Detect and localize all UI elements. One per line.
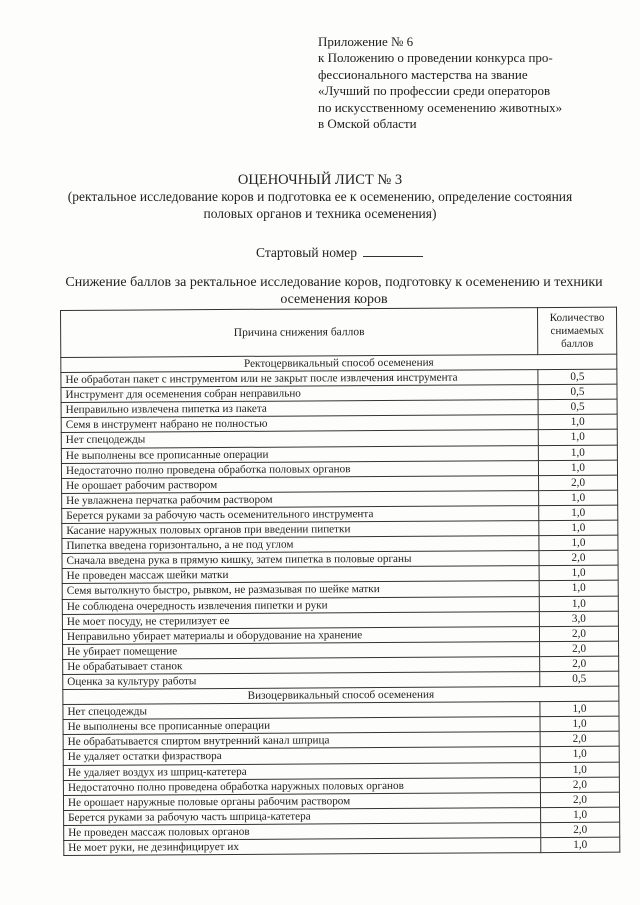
points-cell: 1,0 [539, 596, 618, 612]
appendix-line: к Положению о проведении конкурса про- [318, 50, 553, 66]
points-cell: 1,0 [541, 807, 620, 823]
reason-cell: Не моет посуду, не стерилизует ее [62, 611, 539, 629]
appendix-line: фессионального мастерства на звание [318, 66, 528, 82]
reason-cell: Неправильно убирает материалы и оборудование на хранение [62, 626, 539, 644]
start-number-blank [363, 244, 423, 257]
points-cell: 1,0 [540, 701, 619, 717]
reason-cell: Не проведен массаж шейки матки [62, 566, 539, 584]
table-header-row [61, 307, 617, 357]
reason-cell: Нет спецодежды [61, 430, 538, 448]
reason-cell: Не удаляет остатки физраствора [63, 747, 540, 765]
points-cell: 1,0 [539, 535, 618, 551]
reason-cell: Нет спецодежды [63, 702, 540, 720]
points-cell: 1,0 [539, 490, 618, 506]
reason-cell: Не удаляет воздух из шприц-катетера [63, 762, 540, 780]
reason-cell: Не увлажнена перчатка рабочим раствором [62, 490, 539, 508]
points-cell: 1,0 [540, 762, 619, 778]
reason-cell: Не орошает рабочим раствором [62, 475, 539, 493]
reason-cell: Не обрабатывает станок [63, 656, 540, 674]
points-cell: 0,5 [538, 399, 617, 415]
reason-cell: Не соблюдена очередность извлечения пипетки и руки [62, 596, 539, 614]
points-cell: 2,0 [540, 641, 619, 657]
points-cell: 1,0 [539, 505, 618, 521]
reason-cell: Сначала введена рука в прямую кишку, затем пипетка в половые органы [62, 551, 539, 569]
document-title: ОЦЕНОЧНЫЙ ЛИСТ № 3 [237, 172, 403, 188]
reason-cell: Инструмент для осеменения собран неправильно [61, 385, 538, 403]
points-cell: 0,5 [538, 369, 617, 385]
points-cell: 2,0 [540, 777, 619, 793]
header-points: Количество снимаемых баллов [537, 307, 616, 354]
start-number-label: Стартовый номер [256, 245, 357, 260]
points-cell: 1,0 [539, 520, 618, 536]
reason-cell: Недостаточно полно проведена обработка наружных половых органов [63, 777, 540, 795]
table-body [61, 354, 620, 855]
section-title: Снижение баллов за ректальное исследование коров, подготовку к осеменению и техники осеменения коров [65, 275, 603, 307]
reason-cell: Не выполнены все прописанные операции [61, 445, 538, 463]
points-cell: 0,5 [540, 671, 619, 687]
points-cell: 2,0 [540, 731, 619, 747]
points-cell: 2,0 [541, 822, 620, 838]
reason-cell: Не моет руки, не дезинфицирует их [64, 838, 541, 856]
reason-cell: Не обрабатывается спиртом внутренний канал шприца [63, 732, 540, 750]
points-cell: 1,0 [538, 445, 617, 461]
appendix-line: «Лучший по профессии среди операторов [318, 83, 551, 99]
reason-cell: Семя вытолкнуто быстро, рывком, не размазывая по шейке матки [62, 581, 539, 599]
document-subtitle: (ректальное исследование коров и подготовка ее к осеменению, определение состояния половых органов и техника осеменения) [67, 189, 573, 221]
points-cell: 2,0 [540, 656, 619, 672]
points-cell: 1,0 [539, 581, 618, 597]
reason-cell: Берется руками за рабочую часть осеменительного инструмента [62, 506, 539, 524]
appendix-line: по искусственному осеменению животных» [318, 99, 563, 115]
section-header: Ректоцервикальный способ осеменения [61, 354, 617, 372]
points-cell: 1,0 [540, 716, 619, 732]
points-cell: 2,0 [539, 550, 618, 566]
reason-cell: Семя в инструмент набрано не полностью [61, 415, 538, 433]
appendix-line: Приложение № 6 [318, 34, 414, 49]
deduction-table [60, 307, 620, 856]
points-cell: 1,0 [540, 747, 619, 763]
points-cell: 1,0 [538, 430, 617, 446]
points-cell: 0,5 [538, 384, 617, 400]
points-cell: 1,0 [539, 565, 618, 581]
reason-cell: Не обработан пакет с инструментом или не закрыт после извлечения инструмента [61, 370, 538, 388]
reason-cell: Не орошает наружные половые органы рабочим раствором [63, 792, 540, 810]
points-cell: 1,0 [538, 414, 617, 430]
section-header: Визоцервикальный способ осеменения [63, 686, 619, 704]
reason-cell: Пипетка введена горизонтально, а не под углом [62, 536, 539, 554]
points-cell: 2,0 [540, 792, 619, 808]
points-cell: 1,0 [541, 837, 620, 853]
reason-cell: Оценка за культуру работы [63, 672, 540, 690]
reason-cell: Не проведен массаж половых органов [64, 822, 541, 840]
points-cell: 2,0 [539, 626, 618, 642]
points-cell: 1,0 [538, 460, 617, 476]
reason-cell: Неправильно извлечена пипетка из пакета [61, 400, 538, 418]
header-reason: Причина снижения баллов [61, 308, 538, 358]
appendix-note [318, 34, 608, 132]
table-row [64, 837, 620, 855]
start-number-field [256, 244, 423, 261]
reason-cell: Недостаточно полно проведена обработка половых органов [61, 460, 538, 478]
reason-cell: Не выполнены все прописанные операции [63, 717, 540, 735]
points-cell: 2,0 [539, 475, 618, 491]
appendix-line: в Омской области [318, 116, 417, 132]
reason-cell: Касание наружных половых органов при введении пипетки [62, 521, 539, 539]
reason-cell: Не убирает помещение [63, 641, 540, 659]
reason-cell: Берется руками за рабочую часть шприца-катетера [64, 807, 541, 825]
points-cell: 3,0 [539, 611, 618, 627]
